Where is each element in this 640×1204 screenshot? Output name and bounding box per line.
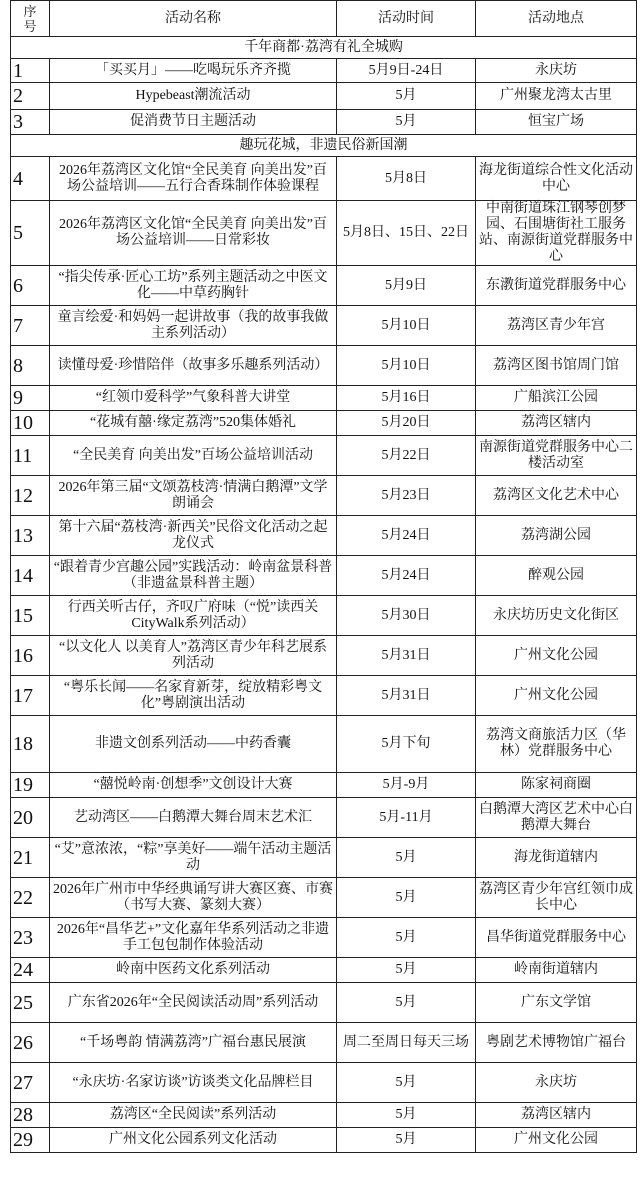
activity-time: 5月 <box>337 1063 476 1103</box>
activity-name: “以文化人 以美育人”荔湾区青少年科艺展系列活动 <box>50 636 337 676</box>
table-row <box>11 556 637 596</box>
header-activity-name: 活动名称 <box>50 1 337 37</box>
activity-time: 5月 <box>337 958 476 983</box>
activity-place: 海龙街道综合性文化活动中心 <box>476 157 637 201</box>
activity-place: 荔湾文商旅活力区（华林）党群服务中心 <box>476 716 637 773</box>
row-index: 2 <box>11 83 50 110</box>
activity-place: 荔湾湖公园 <box>476 516 637 556</box>
section-header-row <box>11 37 637 59</box>
activity-time: 5月 <box>337 838 476 878</box>
row-index: 9 <box>11 386 50 411</box>
activity-name: “永庆坊·名家访谈”访谈类文化品牌栏目 <box>50 1063 337 1103</box>
row-index: 18 <box>11 716 50 773</box>
table-row <box>11 798 637 838</box>
activity-place: 昌华街道党群服务中心 <box>476 918 637 958</box>
table-row <box>11 436 637 476</box>
activity-name: 第十六届“荔枝湾·新西关”民俗文化活动之起龙仪式 <box>50 516 337 556</box>
table-row <box>11 636 637 676</box>
activity-name: 2026年第三届“文颂荔枝湾·情满白鹅潭”文学朗诵会 <box>50 476 337 516</box>
activity-time: 5月22日 <box>337 436 476 476</box>
activity-name: “红领巾爱科学”气象科普大讲堂 <box>50 386 337 411</box>
activity-name: 荔湾区“全民阅读”系列活动 <box>50 1103 337 1128</box>
activity-place: 广州文化公园 <box>476 676 637 716</box>
activity-name: 行西关听古仔，齐叹广府味（“悦”读西关CityWalk系列活动） <box>50 596 337 636</box>
table-row <box>11 773 637 798</box>
table-row <box>11 983 637 1023</box>
row-index: 26 <box>11 1023 50 1063</box>
table-row <box>11 1103 637 1128</box>
row-index: 21 <box>11 838 50 878</box>
activity-place: 恒宝广场 <box>476 110 637 135</box>
activity-name: 艺动湾区——白鹅潭大舞台周末艺术汇 <box>50 798 337 838</box>
activity-place: 岭南街道辖内 <box>476 958 637 983</box>
activity-place: 广东文学馆 <box>476 983 637 1023</box>
section-title: 趣玩花城，非遗民俗新国潮 <box>11 135 637 157</box>
activity-place: 永庆坊历史文化街区 <box>476 596 637 636</box>
row-index: 20 <box>11 798 50 838</box>
activity-place: 广州文化公园 <box>476 1128 637 1153</box>
activity-time: 周二至周日每天三场 <box>337 1023 476 1063</box>
header-activity-place: 活动地点 <box>476 1 637 37</box>
activity-time: 5月9日-24日 <box>337 59 476 83</box>
activity-time: 5月24日 <box>337 516 476 556</box>
row-index: 23 <box>11 918 50 958</box>
activity-name: “千场粤韵 情满荔湾”广福台惠民展演 <box>50 1023 337 1063</box>
activity-place: 永庆坊 <box>476 59 637 83</box>
row-index: 25 <box>11 983 50 1023</box>
row-index: 22 <box>11 878 50 918</box>
table-body <box>11 37 637 1153</box>
activity-time: 5月10日 <box>337 306 476 346</box>
activity-time: 5月31日 <box>337 676 476 716</box>
activity-name: 非遗文创系列活动——中药香囊 <box>50 716 337 773</box>
activity-place: 粤剧艺术博物馆广福台 <box>476 1023 637 1063</box>
activity-name: “跟着青少宫趣公园”实践活动：岭南盆景科普（非遗盆景科普主题） <box>50 556 337 596</box>
activity-name: Hypebeast潮流活动 <box>50 83 337 110</box>
table-row <box>11 1128 637 1153</box>
activity-time: 5月31日 <box>337 636 476 676</box>
row-index: 27 <box>11 1063 50 1103</box>
activity-place: 广州文化公园 <box>476 636 637 676</box>
activity-name: 2026年广州市中华经典诵写讲大赛区赛、市赛（书写大赛、篆刻大赛） <box>50 878 337 918</box>
table-row <box>11 918 637 958</box>
table-row <box>11 83 637 110</box>
section-header-row <box>11 135 637 157</box>
activity-time: 5月16日 <box>337 386 476 411</box>
activity-place: 广船滨江公园 <box>476 386 637 411</box>
activity-table <box>10 0 637 1153</box>
row-index: 15 <box>11 596 50 636</box>
table-row <box>11 838 637 878</box>
table-row <box>11 476 637 516</box>
activity-time: 5月-11月 <box>337 798 476 838</box>
table-row <box>11 346 637 386</box>
row-index: 28 <box>11 1103 50 1128</box>
activity-name: “艾”意浓浓，“粽”享美好——端午活动主题活动 <box>50 838 337 878</box>
activity-place: 白鹅潭大湾区艺术中心白鹅潭大舞台 <box>476 798 637 838</box>
activity-time: 5月 <box>337 918 476 958</box>
activity-name: “囍悦岭南·创想季”文创设计大赛 <box>50 773 337 798</box>
table-row <box>11 878 637 918</box>
activity-time: 5月8日、15日、22日 <box>337 201 476 266</box>
activity-name: 读懂母爱·珍惜陪伴（故事多乐趣系列活动） <box>50 346 337 386</box>
activity-place: 广州聚龙湾太古里 <box>476 83 637 110</box>
activity-time: 5月-9月 <box>337 773 476 798</box>
activity-time: 5月 <box>337 1128 476 1153</box>
activity-time: 5月 <box>337 878 476 918</box>
activity-name: “花城有囍·缘定荔湾”520集体婚礼 <box>50 411 337 436</box>
activity-time: 5月 <box>337 983 476 1023</box>
activity-name: 童言绘爱·和妈妈一起讲故事（我的故事我做主系列活动） <box>50 306 337 346</box>
activity-time: 5月23日 <box>337 476 476 516</box>
row-index: 12 <box>11 476 50 516</box>
table-row <box>11 596 637 636</box>
activity-place: 海龙街道辖内 <box>476 838 637 878</box>
activity-place: 永庆坊 <box>476 1063 637 1103</box>
row-index: 17 <box>11 676 50 716</box>
row-index: 6 <box>11 266 50 306</box>
activity-name: 2026年“昌华艺+”文化嘉年华系列活动之非遗手工包包制作体验活动 <box>50 918 337 958</box>
activity-time: 5月 <box>337 83 476 110</box>
row-index: 8 <box>11 346 50 386</box>
row-index: 4 <box>11 157 50 201</box>
row-index: 19 <box>11 773 50 798</box>
activity-time: 5月10日 <box>337 346 476 386</box>
header-index: 序号 <box>11 1 50 37</box>
table-row <box>11 411 637 436</box>
activity-place: 东漖街道党群服务中心 <box>476 266 637 306</box>
activity-time: 5月20日 <box>337 411 476 436</box>
header-activity-time: 活动时间 <box>337 1 476 37</box>
activity-time: 5月9日 <box>337 266 476 306</box>
activity-place: 荔湾区青少年宫 <box>476 306 637 346</box>
activity-name: “指尖传承·匠心工坊”系列主题活动之中医文化——中草药胸针 <box>50 266 337 306</box>
activity-place: 荔湾区辖内 <box>476 1103 637 1128</box>
activity-name: “全民美育 向美出发”百场公益培训活动 <box>50 436 337 476</box>
activity-schedule-page <box>10 0 636 1153</box>
activity-name: “粤乐长闻——名家育新芽，绽放精彩粤文化”粤剧演出活动 <box>50 676 337 716</box>
table-row <box>11 958 637 983</box>
table-row <box>11 716 637 773</box>
section-title: 千年商都·荔湾有礼全城购 <box>11 37 637 59</box>
table-row <box>11 1023 637 1063</box>
activity-place: 荔湾区图书馆周门馆 <box>476 346 637 386</box>
row-index: 24 <box>11 958 50 983</box>
table-row <box>11 516 637 556</box>
activity-name: 2026年荔湾区文化馆“全民美育 向美出发”百场公益培训——日常彩妆 <box>50 201 337 266</box>
activity-name: 广州文化公园系列文化活动 <box>50 1128 337 1153</box>
activity-place: 荔湾区文化艺术中心 <box>476 476 637 516</box>
activity-name: 2026年荔湾区文化馆“全民美育 向美出发”百场公益培训——五行合香珠制作体验课程 <box>50 157 337 201</box>
activity-place: 南源街道党群服务中心二楼活动室 <box>476 436 637 476</box>
table-row <box>11 676 637 716</box>
activity-time: 5月 <box>337 1103 476 1128</box>
activity-name: 「买买月」——吃喝玩乐齐齐揽 <box>50 59 337 83</box>
row-index: 11 <box>11 436 50 476</box>
row-index: 5 <box>11 201 50 266</box>
table-row <box>11 201 637 266</box>
row-index: 3 <box>11 110 50 135</box>
row-index: 10 <box>11 411 50 436</box>
table-row <box>11 110 637 135</box>
table-row <box>11 306 637 346</box>
activity-place: 中南街道珠江钢琴创梦园、石围塘街社工服务站、南源街道党群服务中心 <box>476 201 637 266</box>
activity-name: 促消费节日主题活动 <box>50 110 337 135</box>
activity-place: 醉观公园 <box>476 556 637 596</box>
row-index: 29 <box>11 1128 50 1153</box>
table-row <box>11 157 637 201</box>
activity-time: 5月 <box>337 110 476 135</box>
row-index: 16 <box>11 636 50 676</box>
activity-name: 广东省2026年“全民阅读活动周”系列活动 <box>50 983 337 1023</box>
activity-place: 陈家祠商圈 <box>476 773 637 798</box>
row-index: 14 <box>11 556 50 596</box>
activity-place: 荔湾区青少年宫红领巾成长中心 <box>476 878 637 918</box>
table-row <box>11 386 637 411</box>
table-row <box>11 59 637 83</box>
table-row <box>11 266 637 306</box>
table-row <box>11 1063 637 1103</box>
activity-time: 5月下旬 <box>337 716 476 773</box>
activity-time: 5月8日 <box>337 157 476 201</box>
row-index: 13 <box>11 516 50 556</box>
table-header-row <box>11 1 637 37</box>
activity-time: 5月24日 <box>337 556 476 596</box>
activity-place: 荔湾区辖内 <box>476 411 637 436</box>
row-index: 1 <box>11 59 50 83</box>
activity-time: 5月30日 <box>337 596 476 636</box>
activity-name: 岭南中医药文化系列活动 <box>50 958 337 983</box>
row-index: 7 <box>11 306 50 346</box>
